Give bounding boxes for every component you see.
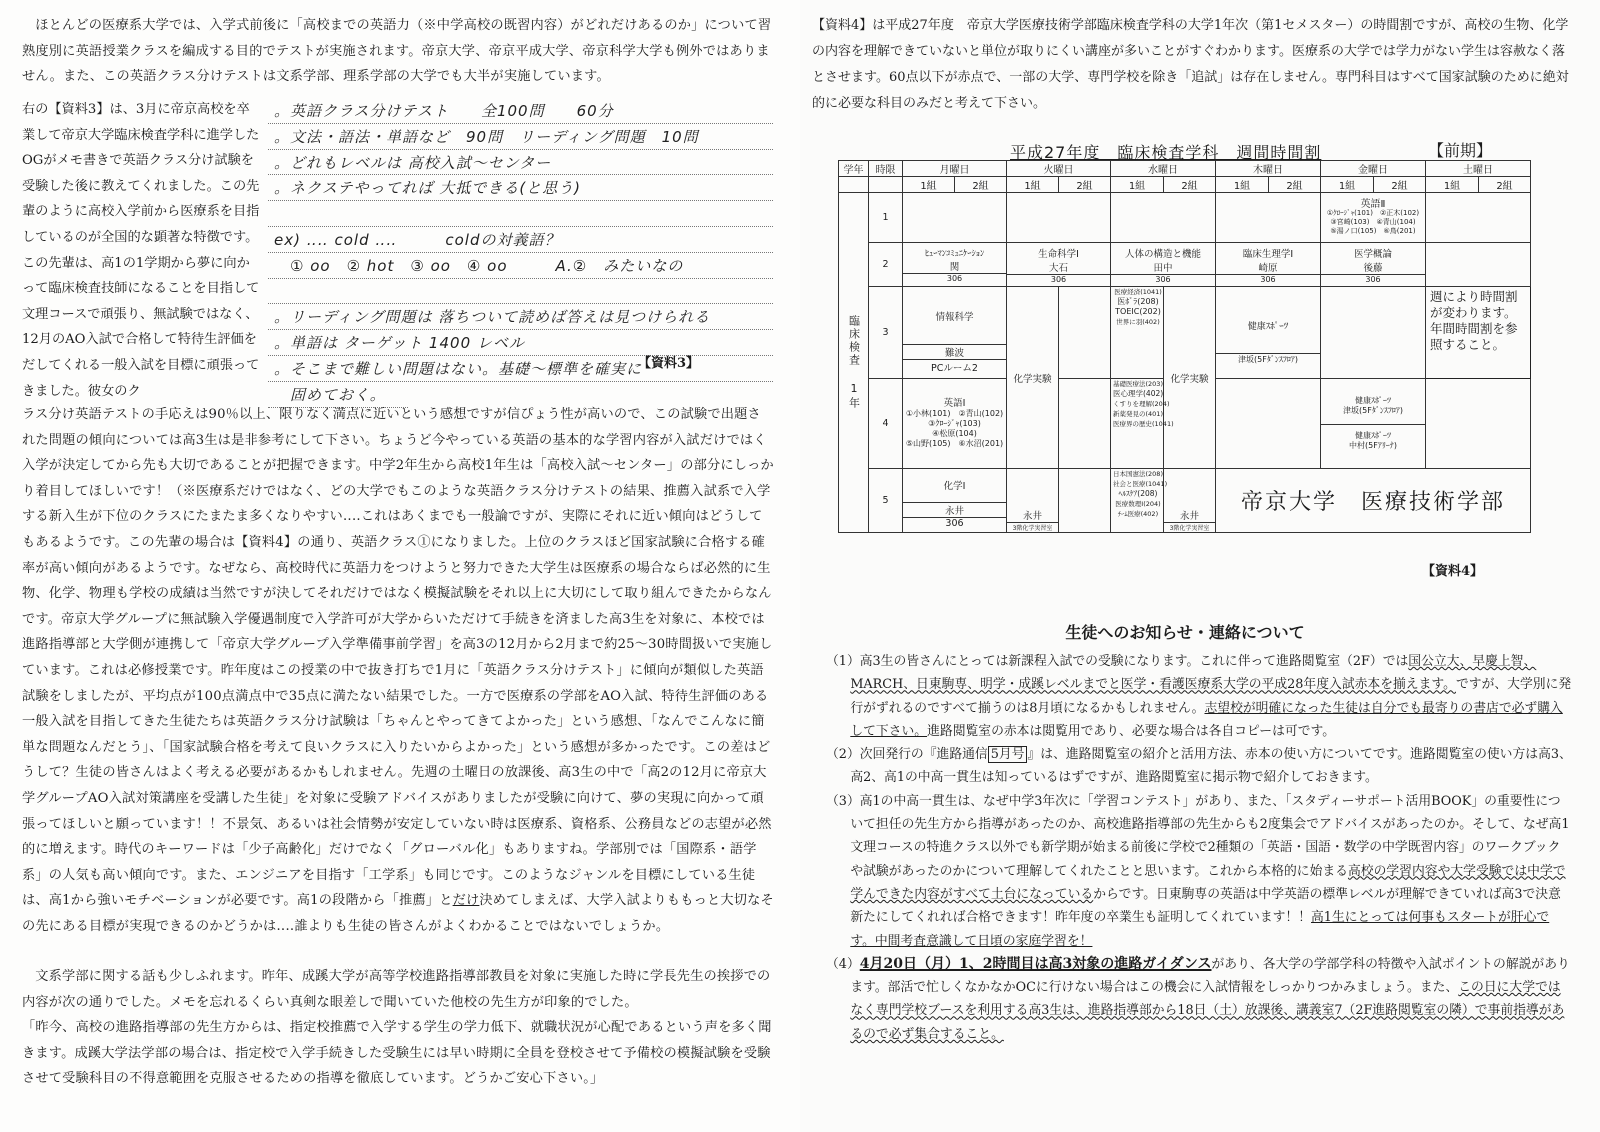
period-number: 5 [869, 469, 903, 533]
class-line: ①小林(101) ②青山(102) [905, 408, 1004, 418]
room: 306 [1216, 274, 1320, 284]
memo-line: 。英語クラス分けテスト 全100問 60分 [268, 98, 773, 124]
cell-subject [903, 469, 1007, 533]
notice-underline: 4月20日（月）1、2時間目は高3対象の進路ガイダンス [859, 955, 1212, 972]
header-day: 月曜日 [903, 161, 1007, 177]
class-line: ①ｸﾛｰｼﾞｬ(101) ②正木(102) [1326, 208, 1420, 217]
timetable-title-text: 平成27年度 臨床検査学科 週間時間割 [1010, 143, 1322, 162]
header-group: 2組 [1269, 177, 1321, 193]
notice-underline: 高校の学習内容や大学受験では中学で学んできた内容がすべて土台になっている [850, 863, 1566, 902]
side-text: 右の【資料3】は、3月に帝京高校を卒業して帝京大学臨床検査学科に進学したOGがメモ書きで英語クラス分け試験を受験した後に教えてくれました。この先輩のように高校入学前から医療系を目指しているのが全国的な顕著な特徴です。この先輩は、高1の1学期から夢に向かって臨床検査技師になることを目指して文理コースで頑張り、無試験ではなく、12月のAO入試で合格して特待生評価をだしてくれる一般入試を目標に頑張ってきました。彼女のク [22, 102, 260, 399]
header-group: 2組 [1479, 177, 1531, 193]
notice-underline: この日に大学ではなく専門学校ブースを利用する高3生は、進路指導部から18日（土）放課後、講義室7（2F進路閲覧室の隣）で事前指導があるので必ず集合すること。 [850, 980, 1565, 1042]
underlined-only: だけ [452, 893, 480, 909]
main-paragraph [22, 402, 774, 939]
teacher: 永井 [1179, 511, 1199, 522]
teacher: 津坂(5Fﾀﾞﾝｽﾌﾛｱ) [1343, 406, 1403, 415]
quote-paragraph: 「昨今、高校の進路指導部の先生方からは、指定校推薦で入学する学生の学力低下、就職状況が心配であるという声を多く聞きます。成蹊大学法学部の場合は、指定校で入学手続きした受験生には早い時期に全員を登校させて予備校の模擬試験を受験させて受験科目の不得意範囲を克服させるための指導を徹底しています。どうかご安心下さい。」 [22, 1020, 772, 1087]
cell-subject [903, 243, 1007, 287]
memo-line: 。文法・語法・単語など 90問 リーディング問題 10問 [268, 124, 773, 150]
elective: ﾍﾙｽｹｱ(208) [1118, 489, 1158, 498]
cell-electives [1111, 469, 1168, 533]
class-line: ③宮崎(103) ④青山(104) [1330, 217, 1416, 226]
elective: 医心理学(402) [1113, 389, 1164, 398]
cell-english-2 [1321, 193, 1426, 243]
notice-underline: 高1生にとっては何事もスタートが肝心です。中間考査意識して日頃の家庭学習を！ [850, 910, 1550, 949]
teacher: 田中 [1153, 262, 1173, 274]
cell-electives [1111, 287, 1164, 379]
elective: 新薬発見の(401) [1113, 410, 1163, 418]
header-day: 木曜日 [1216, 161, 1321, 177]
header-group: 1組 [1321, 177, 1374, 193]
memo-line: ① oo ② hot ③ oo ④ oo A.② みたいなの [268, 253, 773, 279]
memo-line: ex) ‥‥ cold ‥‥ coldの対義語？ [268, 227, 773, 253]
teacher: 難波 [903, 344, 1006, 359]
header-period: 時限 [869, 161, 903, 177]
room: 3階化学実習室 [1164, 522, 1215, 532]
header-group: 1組 [1216, 177, 1269, 193]
cell-subject [1007, 243, 1111, 287]
elective: 医療数理Ⅰ(204) [1115, 500, 1161, 508]
cell-subject [1321, 243, 1426, 287]
memo-line [268, 201, 773, 227]
cell-subject [903, 287, 1007, 379]
header-group: 1組 [1007, 177, 1059, 193]
memo-line [268, 279, 773, 305]
room: 306 [903, 517, 1006, 529]
room: 306 [1321, 274, 1425, 284]
notice-text: ですが、大学別に発行がずれるのですべて揃うのは8月頃になるかもしれません。 [850, 677, 1572, 716]
notice-text: があり、各大学の学部学科の特徴や入試ポイントの解説があります。部活で忙しくなかなかOCに行けない場合はこの機会に入試情報をしっかりつかみましょう。また、 [850, 956, 1570, 996]
subject: 医学概論 [1353, 248, 1392, 260]
memo-line: 。リーディング問題は 落ちついて読めば答えは見つけられる [268, 304, 773, 330]
class-line: ④松原(104) [932, 428, 977, 438]
subject: ﾋｭｰﾏﾝｺﾐｭﾆｹｰｼｮﾝ [924, 248, 985, 259]
intro-paragraph: ほとんどの医療系大学では、入学式前後に「高校までの英語力（※中学高校の既習内容）がどれだけあるのか」について習熟度別に英語授業クラスを編成する目的でテストが実施されます。帝京大学、帝京平成大学、帝京科学大学も例外ではありません。また、この英語クラス分けテストは文系学部、理系学部の大学でも大半が実施しています。 [22, 18, 772, 85]
timetable-term: 【前期】 [1428, 141, 1493, 160]
header-day: 火曜日 [1007, 161, 1111, 177]
room: 306 [1111, 274, 1215, 284]
subject: 健康ｽﾎﾟｰﾂ [1355, 396, 1391, 405]
notice-item-1 [826, 650, 1572, 743]
notice-text: 進路閲覧室の赤本は閲覧用であり、必要な場合は各自コピーは可です。 [927, 723, 1336, 739]
period-number: 1 [869, 193, 903, 243]
teacher: 中村(5Fｱﾘｰﾅ) [1349, 441, 1397, 450]
teacher: 永井 [1022, 511, 1042, 522]
memo-line: 。ネクステやってれば 大抵できる(と思う) [268, 175, 773, 201]
main-tail: 決めてしまえば、大学入試よりももっと大切なその先にある目標が実現できるのかどうかは‥‥誰よりも生徒の皆さんがよくわかることではないでしょうか。 [22, 893, 774, 934]
notice-item-4 [826, 953, 1572, 1046]
period-number: 3 [869, 287, 903, 379]
class-line: ③ｸﾛｰｼﾞｬ(103) [928, 418, 981, 428]
notice-text: （4） [826, 956, 860, 972]
subject: 健康ｽﾎﾟｰﾂ [1247, 321, 1289, 332]
grade-label: 臨床検査 1年 [839, 193, 869, 533]
header-group: 1組 [1426, 177, 1479, 193]
ref-label-4: 【資料4】 [1422, 564, 1484, 579]
room: 306 [903, 273, 1006, 283]
memo-line: 。そこまで難しい問題はない。基礎～標準を確実に [268, 356, 773, 382]
memo-line: 固めておく。 [268, 382, 408, 408]
subject: 生命科学Ⅰ [1038, 248, 1079, 260]
schedule-note: 週により時間割が変わります。年間時間割を参照すること。 [1426, 287, 1531, 379]
notice-text: からです。日東駒専の英語は中学英語の標準レベルが理解できていれば高3で決意新たにしてくれれば合格できます！昨年度の卒業生も証明してくれています！！ [850, 886, 1561, 926]
elective: ﾁｰﾑ医療(402) [1117, 510, 1159, 518]
header-group: 2組 [955, 177, 1007, 193]
memo-line: 。単語は ターゲット 1400 レベル [268, 330, 773, 356]
right-intro-paragraph: 【資料4】は平成27年度 帝京大学医療技術学部臨床検査学科の大学1年次（第1セメスター）の時間割ですが、高校の生物、化学の内容を理解できていないと単位が取りにくい講座が多いことがすぐわかります。医療系の大学では学力がない学生は容赦なく落とさせます。60点以下が赤点で、一部の大学、専門学校を除き「追試」は存在しません。専門科目はすべて国家試験のために絶対的に必要な科目のみだと考えて下さい。 [812, 18, 1569, 111]
room: 3階化学実習室 [1007, 522, 1058, 532]
cell-health-sports [1321, 379, 1426, 469]
subject: 化学Ⅰ [943, 481, 966, 492]
elective: 基礎医療法(203) [1113, 380, 1163, 388]
right-page [800, 0, 1600, 1132]
cell-english-1 [903, 379, 1007, 469]
header-group: 2組 [1059, 177, 1111, 193]
subject: 英語Ⅱ [1360, 198, 1386, 210]
subject: 情報科学 [935, 311, 974, 323]
elective: 世界に羽(402) [1116, 318, 1160, 326]
subject: 英語Ⅰ [943, 397, 966, 409]
header-group: 1組 [903, 177, 955, 193]
header-group: 2組 [1164, 177, 1216, 193]
header-day: 土曜日 [1426, 161, 1531, 177]
elective: TOEIC(202) [1115, 307, 1161, 316]
class-line: ⑤湯ノ口(105) ⑥鳥(201) [1330, 226, 1416, 235]
teacher: 大石 [1048, 262, 1068, 274]
subject: 健康ｽﾎﾟｰﾂ [1321, 424, 1425, 441]
elective: 社会と医療(1041) [1113, 480, 1168, 488]
header-day: 金曜日 [1321, 161, 1426, 177]
notice-text: （2）次回発行の『進路通信 [826, 747, 988, 763]
notice-underline: 国公立大、早慶上智、MARCH、日東駒専、明学・成蹊レベルまでと医学・看護医療系大学の平成28年度入試赤本を揃えます。 [850, 654, 1537, 693]
teacher: 崎原 [1258, 262, 1278, 274]
header-group: 1組 [1111, 177, 1164, 193]
teacher: 関 [949, 261, 960, 273]
teacher: 永井 [903, 502, 1006, 517]
header-day: 水曜日 [1111, 161, 1216, 177]
period-number: 2 [869, 243, 903, 287]
elective: 日本国憲法(208) [1113, 470, 1163, 478]
room: 306 [1007, 274, 1110, 284]
notice-list [826, 650, 1572, 1046]
teacher: 津坂(5Fﾀﾞﾝｽﾌﾛｱ) [1216, 353, 1320, 365]
elective: くすりを理解(204) [1113, 400, 1170, 408]
elective: 医療界の歴史(1041) [1113, 420, 1174, 428]
cell-subject [1111, 243, 1216, 287]
cell-chem-lab: 化学実験 [1007, 287, 1059, 469]
timetable [838, 160, 1531, 533]
elective: 医ﾎﾞﾗ(208) [1117, 297, 1159, 306]
subject: 臨床生理学Ⅰ [1242, 248, 1294, 260]
header-group: 2組 [1374, 177, 1426, 193]
faculty-stamp: 帝京大学 医療技術学部 [1216, 469, 1531, 533]
main-text: ラス分け英語テストの手応えは90％以上、限りなく満点に近いという感想ですが信ぴょう性が高いので、この試験で出題された問題の傾向については高3生は是非参考にして下さい。ちょうど今やっている英語の基本的な学習内容が入試だけではく入学が決定してから先も大切であることが把握できます。中学2年生から高校1年生は「高校入試～センター」の部分にしっかり着目してほしいです！（※医療系だけではなく、どの大学でもこのような英語クラス分けテストの結果、推薦入試系で入学する新入生が下位のクラスにたまたま多くなりやすい‥‥これはあくまでも一般論ですが、実際にそれに近い傾向はどうしてもあるようです。この先輩の場合は【資料4】の通り、英語クラス①になりました。上位のクラスほど国家試験に合格する確率が高い傾向があるようです。なぜなら、高校時代に英語力をつけようと努力できた大学生は医療系の場合ならば必然的に生物、化学、物理も学校の成績は当然ですが決してそれだけではなく模擬試験をそれ以上に大切にして取り組んできたからなんです。帝京大学グループに無試験入学優遇制度で入学許可が大学からいただけて手続きを済ました高3生を対象に、本校では進路指導部と大学側が連携して「帝京大学グループ入学準備事前学習」を高3の12月から2月まで約25～30時間扱いで実施しています。これは必修授業です。昨年度はこの授業の中で抜き打ちで1月に「英語クラス分けテスト」に傾向が類似した英語試験をしましたが、平均点が100点満点中で35点に満たない結果でした。一方で医療系の学部をAO入試、特待生評価のある一般入試を目指してきた生徒たちは英語クラス分け試験は「ちゃんとやってきてよかった」という感想、「なんでこんなに簡単な問題なんだとう」、「国家試験合格を考えて良いクラスに入りたいからよかった」という感想が多かったです。この差はどうして？生徒の皆さんはよく考える必要があるかもしれません。先週の土曜日の放課後、高3生の中で「高2の12月に帝京大学グループAO入試対策講座を受講した生徒」を対象に受験アドバイスがありましたが受験に向けて、夢の実現に向かって頑張ってほしいと願っています！！不景気、あるいは社会情勢が安定していない時は医療系、資格系、公務員などの志望が必然的に増えます。時代のキーワードは「少子高齢化」だけでなく「グローバル化」もありますね。学部別では「国際系・語学系」の人気も高い傾向です。また、エンジニアを目指す「工学系」も同じです。このようなジャンルを目標にしている生徒は、高1から強いモチベーションが必要です。高1の段階から「推薦」と [22, 407, 774, 909]
notice-item-2 [826, 743, 1572, 790]
bunkei-paragraph: 文系学部に関する話も少しふれます。昨年、成蹊大学が高等学校進路指導部教員を対象に実施した時に学長先生の挨拶での内容が次の通りでした。メモを忘れるくらい真剣な眼差しで聞いていた他校の先生方が印象的でした。 [22, 969, 771, 1010]
notice-text: （1）高3生の皆さんにとっては新課程入試での受験になります。これに伴って進路閲覧室（2F）では [826, 654, 1409, 669]
ref-label-3: 【資料3】 [638, 356, 700, 371]
room: PCルーム2 [903, 359, 1006, 374]
teacher: 後藤 [1363, 262, 1383, 274]
notice-item-3 [826, 790, 1572, 953]
cell-subject [1216, 287, 1321, 379]
subject: 人体の構造と機能 [1124, 248, 1201, 260]
elective: 医療経済(1041) [1114, 288, 1162, 296]
period-number: 4 [869, 379, 903, 469]
cell-subject [1007, 469, 1059, 533]
notice-text: 』は、進路閲覧室の紹介と活用方法、赤本の使い方についてです。進路閲覧室の使い方は高3、高2、高1の中高一貫生は知っているはずですが、進路閲覧室に掲示物で紹介しておきます。 [850, 747, 1572, 786]
cell-electives [1111, 379, 1174, 469]
memo-line: 。どれもレベルは 高校入試～センター [268, 150, 773, 176]
issue-box: 5月号 [988, 746, 1028, 763]
cell-chem-lab: 化学実験 [1164, 287, 1216, 469]
header-grade: 学年 [839, 161, 869, 177]
notice-underline: 志望校が明確になった生徒は自分でも最寄りの書店で必ず購入して下さい。 [850, 700, 1563, 739]
notice-heading: 生徒へのお知らせ・連絡について [1065, 623, 1305, 642]
class-line: ⑤山野(105) ⑥水沼(201) [905, 438, 1004, 448]
cell-subject [1164, 469, 1216, 533]
cell-subject [1216, 243, 1321, 287]
notice-text: （3）高1の中高一貫生は、なぜ中学3年次に「学習コンテスト」があり、また、「スタディーサポート活用BOOK」の重要性について担任の先生方から指導があったのか、高校進路指導部の先生からも2度集会でアドバイスがあったのか。そして、なぜ高1文理コースの特進クラス以外でも新学期が始まる前後に学校で2種類の「英語・国語・数学の中学既習内容」のワークブックや試験があったのかについて理解してくれたことと思います。これから本格的に始まる [826, 793, 1570, 879]
